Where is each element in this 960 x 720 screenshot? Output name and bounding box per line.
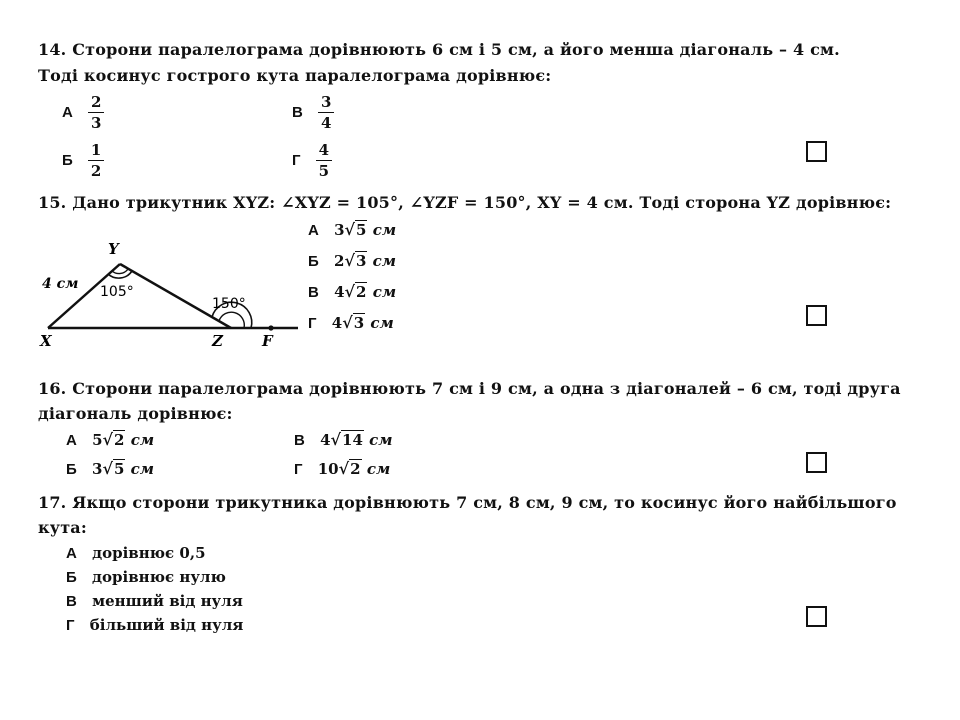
option-letter: Г <box>308 315 317 332</box>
radical-sign: √ <box>344 220 356 239</box>
option-letter: Б <box>66 569 77 586</box>
q16-text-line1: 16. Сторони паралелограма дорівнюють 7 см і 9 см, а одна з діагоналей – 6 см, тоді друга <box>38 379 901 398</box>
option-text: менший від нуля <box>92 592 243 610</box>
q16-option-g[interactable] <box>294 459 390 478</box>
fraction: $\frac{1}{2}$ <box>88 140 104 181</box>
unit: см <box>366 460 391 478</box>
q15-answer-box[interactable] <box>806 305 827 326</box>
q16-option-b[interactable] <box>66 459 154 478</box>
q14-option-a[interactable] <box>62 92 104 133</box>
q16-option-a[interactable] <box>66 430 154 449</box>
option-letter: А <box>66 432 77 449</box>
q16-text-line2: діагональ дорівнює: <box>38 404 233 423</box>
radicand: 14 <box>342 431 363 449</box>
radicand: 3 <box>355 252 367 270</box>
option-letter: Г <box>292 152 301 169</box>
radicand: 5 <box>113 460 125 478</box>
coef: 5 <box>92 431 103 449</box>
radical-sign: √ <box>342 313 353 332</box>
option-letter: Г <box>66 617 75 634</box>
unit: см <box>130 460 155 478</box>
option-letter: Б <box>308 253 319 270</box>
radical-sign: √ <box>102 430 114 449</box>
q17-text-line1: 17. Якщо сторони трикутника дорівнюють 7 см, 8 см, 9 см, то косинус його найбільшого <box>38 493 897 512</box>
label-angle-105: 105° <box>100 284 134 300</box>
q17-option-a[interactable] <box>66 544 206 562</box>
fraction: $\frac{4}{5}$ <box>316 140 332 181</box>
coef: 3 <box>334 221 345 239</box>
option-text: більший від нуля <box>89 616 244 634</box>
label-z: Z <box>212 332 223 350</box>
q16-option-v[interactable] <box>294 430 393 449</box>
option-letter: Б <box>62 152 73 169</box>
q14-answer-box[interactable] <box>806 141 827 162</box>
option-letter: А <box>308 222 319 239</box>
option-letter: В <box>294 432 305 449</box>
q17-option-b[interactable] <box>66 568 226 586</box>
label-angle-150: 150° <box>212 296 246 312</box>
option-text: дорівнює 0,5 <box>92 544 206 562</box>
option-letter: В <box>292 104 303 121</box>
q15-option-a[interactable] <box>308 220 396 239</box>
radical-sign: √ <box>344 251 355 270</box>
coef: 10 <box>317 460 339 478</box>
q15-option-b[interactable] <box>308 251 396 270</box>
option-letter: В <box>66 593 77 610</box>
fraction: $\frac{2}{3}$ <box>88 92 104 133</box>
label-y: Y <box>108 240 119 258</box>
label-side: 4 см <box>42 276 79 292</box>
q14-option-b[interactable] <box>62 140 104 181</box>
coef: 3 <box>92 460 103 478</box>
q17-option-v[interactable] <box>66 592 243 610</box>
coef: 4 <box>334 283 345 301</box>
radical-sign: √ <box>338 459 350 478</box>
q15-option-g[interactable] <box>308 313 394 332</box>
q14-option-v[interactable] <box>292 92 334 133</box>
q15-option-v[interactable] <box>308 282 396 301</box>
radicand: 5 <box>356 221 367 239</box>
option-text: дорівнює нулю <box>92 568 226 586</box>
label-f: F <box>262 332 273 350</box>
q17-answer-box[interactable] <box>806 606 827 627</box>
coef: 4 <box>320 431 331 449</box>
radicand: 2 <box>350 460 361 478</box>
unit: см <box>369 431 393 449</box>
radicand: 2 <box>356 283 367 301</box>
option-letter: Г <box>294 461 303 478</box>
point-f <box>268 325 273 330</box>
q15-text-line1: 15. Дано трикутник XYZ: ∠XYZ = 105°, ∠YZF = 150°, XY = 4 см. Тоді сторона YZ дорівнює: <box>38 193 892 212</box>
unit: см <box>130 431 155 449</box>
unit: см <box>370 314 394 332</box>
option-letter: А <box>66 545 77 562</box>
angle-arc-z-inner <box>219 312 244 328</box>
label-x: X <box>40 332 52 350</box>
unit: см <box>372 252 397 270</box>
unit: см <box>372 221 397 239</box>
unit: см <box>372 283 397 301</box>
option-letter: В <box>308 284 319 301</box>
coef: 2 <box>334 252 345 270</box>
q14-text-line2: Тоді косинус гострого кута паралелограма дорівнює: <box>38 66 552 85</box>
q16-answer-box[interactable] <box>806 452 827 473</box>
radical-sign: √ <box>102 459 113 478</box>
option-letter: А <box>62 104 73 121</box>
q14-option-g[interactable] <box>292 140 332 181</box>
radicand: 2 <box>114 431 125 449</box>
radical-sign: √ <box>330 430 342 449</box>
option-letter: Б <box>66 461 77 478</box>
radicand: 3 <box>353 314 365 332</box>
q17-text-line2: кута: <box>38 518 87 537</box>
coef: 4 <box>331 314 343 332</box>
q14-text-line1: 14. Сторони паралелограма дорівнюють 6 см і 5 см, а його менша діагональ – 4 см. <box>38 40 840 59</box>
fraction: $\frac{3}{4}$ <box>318 92 334 133</box>
q17-option-g[interactable] <box>66 616 243 634</box>
triangle-figure <box>36 236 308 352</box>
radical-sign: √ <box>344 282 356 301</box>
